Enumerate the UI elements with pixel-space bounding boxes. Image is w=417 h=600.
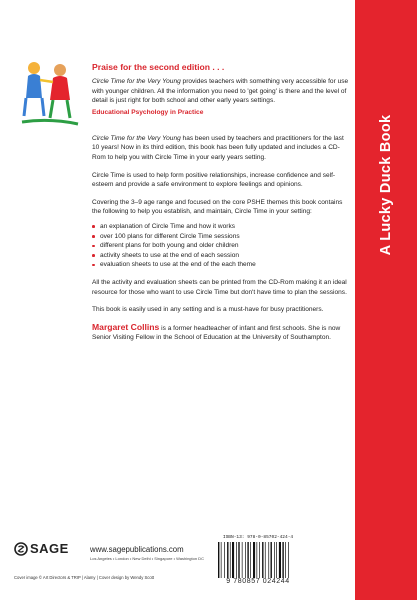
- list-item: activity sheets to use at the end of each session: [92, 251, 350, 261]
- barcode-bar: [274, 542, 275, 578]
- barcode-bar: [227, 542, 228, 578]
- list-item: evaluation sheets to use at the end of the each theme: [92, 260, 350, 270]
- barcode-bar: [232, 542, 234, 578]
- spine-label: A Lucky Duck Book: [378, 114, 394, 256]
- barcode-bar: [245, 542, 246, 578]
- barcode-bar: [221, 542, 222, 578]
- intro-paragraph: [92, 134, 350, 163]
- isbn-label: ISBN-13: 978-0-85702-424-4: [222, 535, 294, 540]
- barcode-bar: [218, 542, 219, 578]
- intro-text: has been used by teachers and practitioners for the last 10 years! Now in its third edition, this book has been fully updated and includes a CD-Rom to help you with Circle Time in your early years setting.: [92, 134, 344, 161]
- barcode-bar: [236, 542, 237, 578]
- barcode-bar: [259, 542, 260, 578]
- circle-time-paragraph: Circle Time is used to help form positive relationships, increase confidence and self-esteem and provide a safe environment to explore feelings and opinions.: [92, 171, 336, 189]
- barcode-bar: [268, 542, 269, 578]
- praise-quote-text: provides teachers with something very accessible for use with younger children. All the information you need to 'get going' is there and the level of detail is just right for both school and other early years settings.: [92, 78, 349, 105]
- barcode-bar: [282, 542, 283, 578]
- author-bio: is a former headteacher of infant and first schools. She is now Senior Visiting Fellow in the School of Education at the University of Southampton.: [92, 324, 341, 342]
- praise-book-title: Circle Time for the Very Young: [92, 78, 181, 85]
- barcode-bar: [224, 542, 225, 578]
- author-name: Margaret Collins: [92, 321, 160, 332]
- contents-list: [92, 222, 350, 270]
- barcode-bar: [242, 542, 243, 578]
- publisher-url: www.sagepublications.com: [90, 545, 184, 554]
- list-item: an explanation of Circle Time and how it works: [92, 222, 350, 232]
- barcode-bar: [230, 542, 231, 578]
- barcode-number: 9 780857 024244: [226, 578, 290, 585]
- praise-heading: Praise for the second edition . . .: [92, 62, 225, 72]
- praise-source: Educational Psychology in Practice: [92, 108, 204, 116]
- contents-paragraph: Covering the 3–9 age range and focused on the core PSHE themes this book contains the following to help you establish, and maintain, Circle Time in your setting:: [92, 198, 343, 216]
- barcode-block: [214, 535, 302, 587]
- barcode-bar: [276, 542, 277, 578]
- spine-band: [355, 0, 417, 600]
- barcode-bar: [265, 542, 266, 578]
- barcode-bar: [250, 542, 251, 578]
- barcode-bar: [238, 542, 239, 578]
- back-cover-text: [92, 62, 350, 351]
- usage-paragraph: This book is easily used in any setting and is a must-have for busy practitioners.: [92, 306, 324, 314]
- list-item: different plans for both young and older children: [92, 241, 350, 251]
- barcode-bar: [285, 542, 286, 578]
- praise-quote: [92, 77, 350, 106]
- sage-mark-icon: [14, 542, 28, 556]
- cd-rom-paragraph: All the activity and evaluation sheets can be printed from the CD-Rom making it an ideal resource for those who want to use Circle Time but don't have time to plan the sessions.: [92, 278, 347, 296]
- crayon-illustration-icon: [20, 58, 80, 128]
- intro-book-title: Circle Time for the Very Young: [92, 134, 181, 142]
- barcode-bar: [271, 542, 272, 578]
- barcode-bar: [257, 542, 258, 578]
- author-paragraph: [92, 323, 350, 343]
- barcode-bar: [262, 542, 263, 578]
- barcode-bar: [247, 542, 248, 578]
- publisher-logo: [14, 541, 69, 556]
- publisher-logo-text: SAGE: [30, 541, 69, 556]
- barcode-bar: [253, 542, 255, 578]
- barcode-icon: [214, 542, 302, 578]
- list-item: over 100 plans for different Circle Time sessions: [92, 232, 350, 242]
- publisher-cities: Los Angeles • London • New Delhi • Singapore • Washington DC: [90, 556, 204, 561]
- barcode-bar: [288, 542, 289, 578]
- barcode-bar: [279, 542, 281, 578]
- cover-credit: Cover image © Art Directors & TRIP | Alamy | Cover design by Wendy Scott: [14, 575, 155, 580]
